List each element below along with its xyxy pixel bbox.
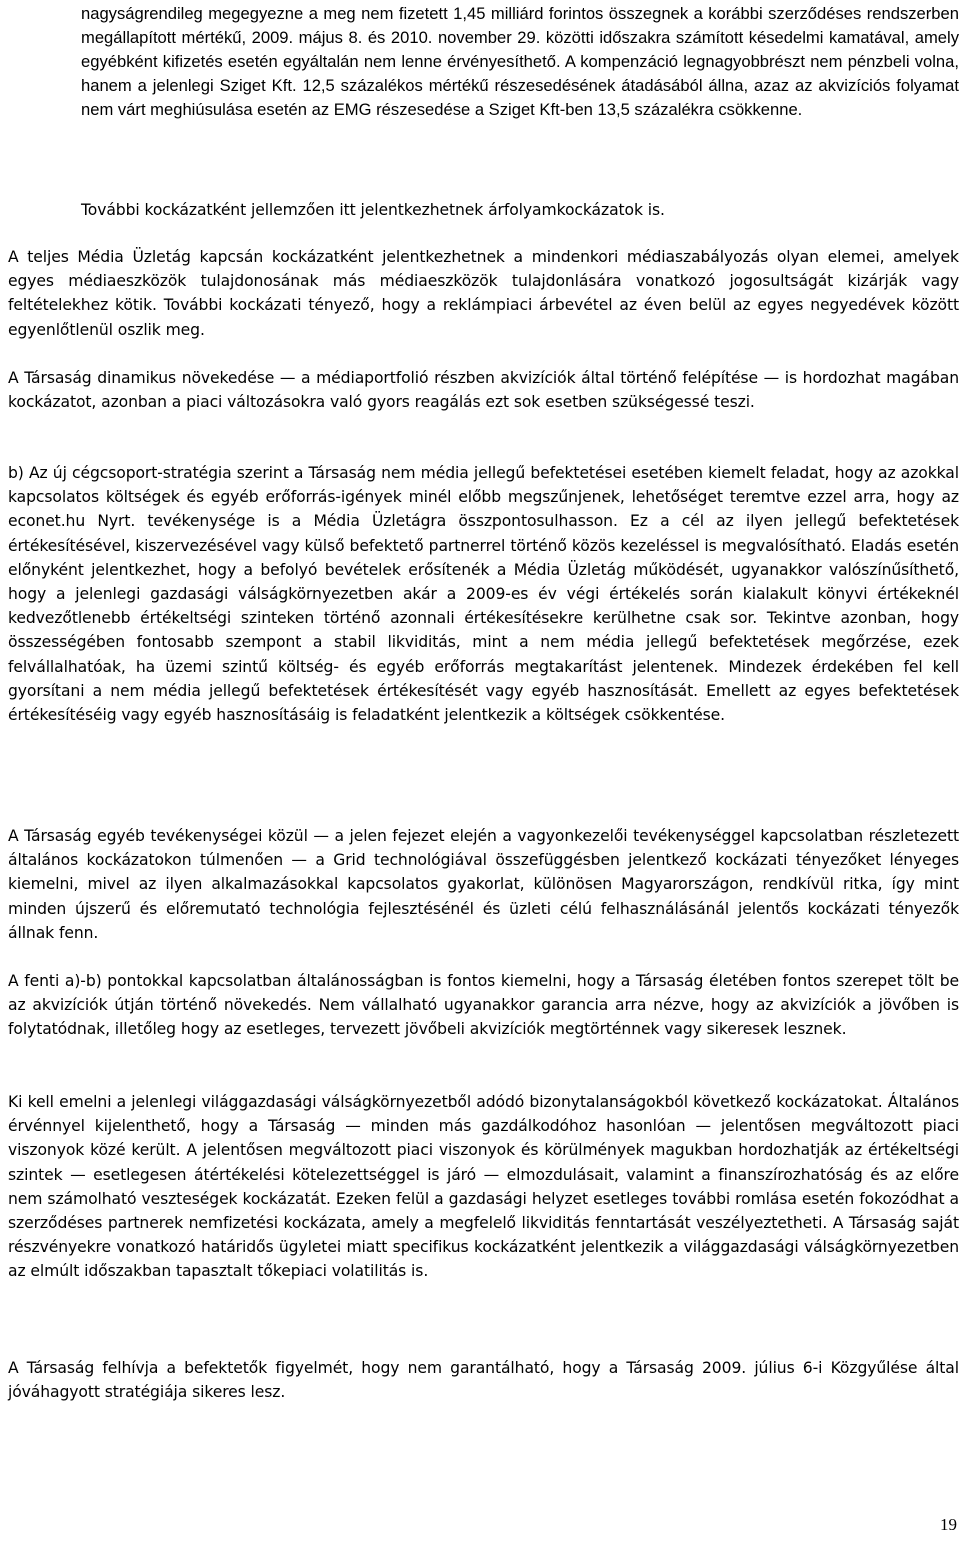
indented-paragraph-fx-risk: További kockázatként jellemzően itt jelentkezhetnek árfolyamkockázatok is. [81,201,665,219]
paragraph-strategy-disclaimer: A Társaság felhívja a befektetők figyelmét, hogy nem garantálható, hogy a Társaság 2009. július 6-i Közgyűlése által jóváhagyott stratégiája sikeres lesz. [8,1359,959,1402]
indented-paragraph-compensation: nagyságrendileg megegyezne a meg nem fizetett 1,45 milliárd forintos összegnek a korábbi szerződéses rendszerben megállapított mértékű, 2009. május 8. és 2010. november 29. közötti időszakra számított késedelmi kamatával, amely egyébként kifizetés esetén egyáltalán nem lenne érvényesíthető. A kompenzáció legnagyobbrészt nem pénzbeli volna, hanem a jelenlegi Sziget Kft. 12,5 százalékos mértékű részesedésének átadásából állna, azaz az akvizíciós folyamat nem várt meghiúsulása esetén az EMG részesedése a Sziget Kft-ben 13,5 százalékra csökkenne. [81,4,959,119]
paragraph-economic-crisis: Ki kell emelni a jelenlegi világgazdasági válságkörnyezetből adódó bizonytalanságokból következő kockázatokat. Általános érvénnyel kijelenthető, hogy a Társaság — minden más gazdálkodóhoz hasonlóan — jelentősen megváltozott piaci viszonyok közé került. A jelentősen megváltozott piaci viszonyok és körülmények magukban hordozhatják az értékeltségi szintek — esetlegesen átértékelési kötelezettséggel is járó — elmozdulásait, valamint a finanszírozhatóság és az előre nem számolható veszteségek kockázatát. Ezeken felül a gazdasági helyzet esetleges további romlása esetén fokozódhat a szerződéses partnerek nemfizetési kockázata, amely a megfelelő likviditás fenntartását veszélyeztetheti. A Társaság saját részvényekre vonatkozó határidős ügyletei miatt specifikus kockázatként jelentkezik a világgazdasági válságkörnyezetben az elmúlt időszakban tapasztalt tőkepiaci volatilitás is. [8,1093,959,1281]
paragraph-media-regulation: A teljes Média Üzletág kapcsán kockázatként jelentkezhetnek a mindenkori médiaszabályozás olyan elemei, amelyek egyes médiaeszközök tulajdonosának más médiaeszközök tulajdonlására vonatkozó jogosultságát kizárják vagy feltételekhez kötik. További kockázati tényező, hogy a reklámpiaci árbevétel az éven belül az egyes negyedévek között egyenlőtlenül oszlik meg. [8,248,959,339]
paragraph-grid-technology: A Társaság egyéb tevékenységei közül — a jelen fejezet elején a vagyonkezelői tevékenységgel kapcsolatban részletezett általános kockázatokon túlmenően — a Grid technológiával összefüggésben jelentkező kockázati tényezőket lényeges kiemelni, mivel az ilyen alkalmazásokkal kapcsolatos gyakorlat, különösen Magyarországon, rendkívül ritka, így mint minden újszerű és előremutató technológia fejlesztésénél és üzleti célú felhasználásánál jelentős kockázati tényezők állnak fenn. [8,827,959,942]
paragraph-group-strategy: b) Az új cégcsoport-stratégia szerint a Társaság nem média jellegű befektetései esetében kiemelt feladat, hogy az azokkal kapcsolatos költségek és egyéb erőforrás-igények minél előbb megszűnjenek, lehetőséget teremtve ezzel arra, hogy az econet.hu Nyrt. tevékenysége is a Média Üzletágra összpontosulhasson. Ez a cél az ilyen jellegű befektetések értékesítésével, kiszervezésével vagy külső befektető partnerrel történő közös kezeléssel is megvalósítható. Eladás esetén előnyként jelentkezhet, hogy a befolyó bevételek erősítenék a Média Üzletág működését, ugyanakkor valószínűsíthető, hogy a jelenlegi gazdasági válságkörnyezetben akár a 2009-es év végi értékelés során kialakult könyvi értékeknél kedvezőtlenebb értékeltségi szinteken történő azonnali értékesítésekre kerülhetne csak sor. Tekintve azonban, hogy összességében fontosabb szempont a stabil likviditás, mint a nem média jellegű befektetések megőrzése, ezek felvállalhatóak, ha üzemi szintű költség- és egyéb erőforrás megtakarítást jelentenek. Mindezek érdekében fel kell gyorsítani a nem média jellegű befektetések értékesítését vagy egyéb hasznosítását. Emellett az egyes befektetések értékesítéséig vagy egyéb hasznosításáig is feladatként jelentkezik a költségek csökkentése. [8,464,959,725]
page-number: 19 [940,1515,957,1534]
paragraph-dynamic-growth: A Társaság dinamikus növekedése — a médiaportfolió részben akvizíciók által történő felépítése — is hordozhat magában kockázatot, azonban a piaci változásokra való gyors reagálás ezt sok esetben szükségessé teszi. [8,369,959,412]
paragraph-acquisitions: A fenti a)-b) pontokkal kapcsolatban általánosságban is fontos kiemelni, hogy a Társaság életében fontos szerepet tölt be az akvizíciók útján történő növekedés. Nem vállalható ugyanakkor garancia arra nézve, hogy az akvizíciók a jövőben is folytatódnak, illetőleg hogy az esetleges, tervezett jövőbeli akvizíciók megtörténnek vagy sikeresek lesznek. [8,972,959,1039]
